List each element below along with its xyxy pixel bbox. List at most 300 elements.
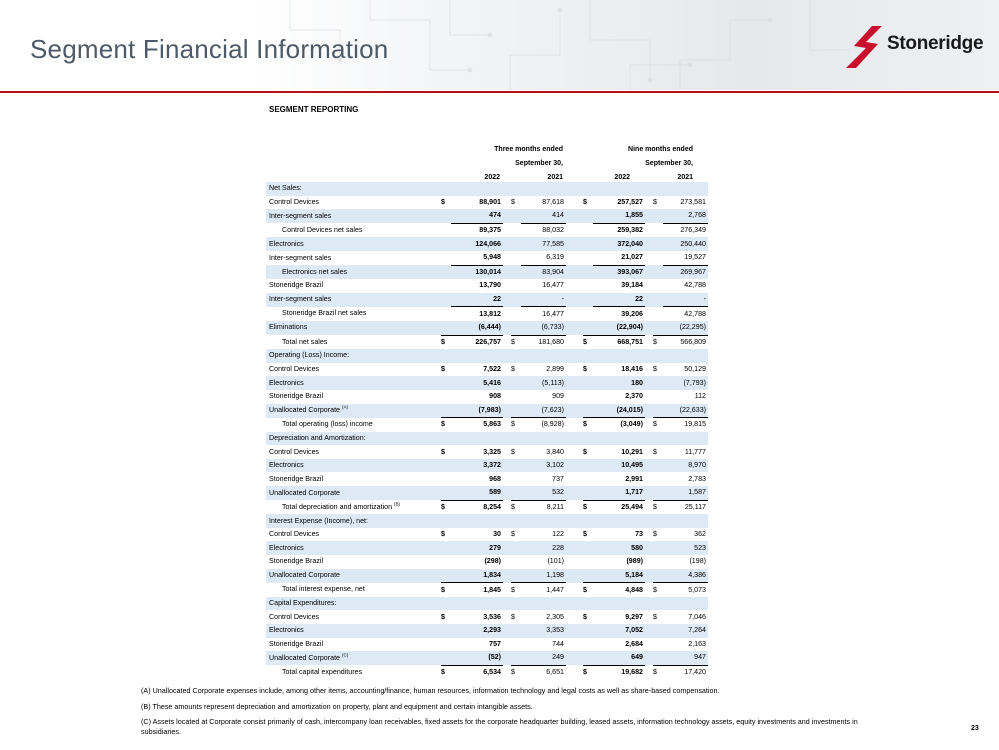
spacer-cell [645,293,653,307]
currency-cell: $ [653,418,663,432]
value-cell: 3,102 [521,459,566,473]
table-row [266,528,708,542]
table-row [266,472,708,486]
currency-cell [511,223,521,237]
spacer-cell [503,196,511,210]
currency-cell [653,293,663,307]
value-cell: 83,904 [521,265,566,279]
currency-cell [653,638,663,652]
spacer-cell [503,432,511,446]
row-label: Control Devices [269,365,320,374]
value-cell: 6,319 [546,253,564,262]
row-label: Electronics [266,459,441,473]
value-cell: 968 [489,474,501,483]
value-cell: 13,790 [479,281,501,290]
spacer-cell [503,279,511,293]
currency-cell: $ [441,583,451,597]
currency-cell [511,597,521,611]
currency-cell [583,293,593,307]
currency-cell [511,279,521,293]
value-cell: 228 [521,541,566,555]
currency-cell [441,597,451,611]
currency-cell [583,541,593,555]
currency-cell: $ [653,197,657,206]
currency-cell: $ [653,583,663,597]
currency-cell [511,390,521,404]
value-cell: 122 [552,530,564,539]
spacer-cell [566,514,583,528]
value-cell: (6,444) [451,321,503,335]
currency-cell: $ [653,365,657,374]
page-number: 23 [971,725,979,732]
table-row [266,237,708,251]
currency-cell [653,376,663,390]
currency-cell [441,349,451,363]
currency-cell [441,651,451,665]
value-cell: 16,477 [542,281,564,290]
currency-cell [653,486,663,500]
currency-cell [441,390,451,404]
spacer-cell [503,638,511,652]
value-cell: 393,067 [593,265,645,279]
value-cell: 50,129 [684,365,706,374]
currency-cell [441,404,451,418]
spacer-cell [566,335,583,349]
value-cell: 7,046 [688,612,706,621]
spacer-cell [503,237,511,251]
currency-cell [583,555,593,569]
spacer-cell [645,307,653,321]
row-label: Net Sales: [266,182,441,196]
spacer-cell [566,472,583,486]
spacer-cell [645,182,653,196]
spacer-cell [566,349,583,363]
value-cell: 2,684 [625,639,643,648]
currency-cell [583,209,593,223]
table-row [266,390,708,404]
currency-cell: $ [583,665,593,679]
header-rule [0,91,999,93]
spacer-cell [566,376,583,390]
table-row [266,486,708,500]
value-cell [451,432,503,446]
value-cell: 474 [451,209,503,223]
spacer-cell [503,307,511,321]
value-cell: 5,073 [663,583,708,597]
currency-cell [511,265,521,279]
spacer-cell [645,610,653,624]
row-label: Control Devices [269,530,320,539]
currency-cell: $ [583,612,587,621]
currency-cell [441,237,451,251]
spacer-cell [503,610,511,624]
currency-cell [441,432,451,446]
row-label: Stoneridge Brazil [269,557,324,566]
currency-cell [653,472,663,486]
currency-cell [511,651,521,665]
row-label: Total capital expenditures [282,667,363,676]
currency-cell [511,349,521,363]
currency-cell [583,432,593,446]
value-cell: 9,297 [625,612,643,621]
spacer-cell [503,445,511,459]
currency-cell [511,182,521,196]
table-row [266,583,708,597]
currency-cell [583,321,593,335]
col-group2-line1: Nine months ended [628,146,693,153]
spacer-cell [645,500,653,514]
col-group2-line2: September 30, [645,160,693,167]
currency-cell [441,541,451,555]
spacer-cell [645,349,653,363]
currency-cell [441,251,451,265]
value-cell: 744 [552,639,564,648]
value-cell: 88,901 [479,197,501,206]
value-cell: - [521,293,566,307]
segment-table [266,182,708,679]
currency-cell [653,265,663,279]
value-cell: 10,495 [593,459,645,473]
spacer-cell [566,321,583,335]
currency-cell [653,349,663,363]
spacer-cell [503,390,511,404]
table-row [266,293,708,307]
currency-cell [511,376,521,390]
value-cell: 5,863 [451,418,503,432]
currency-cell [653,555,663,569]
value-cell: 181,680 [521,335,566,349]
table-row [266,555,708,569]
table-section-header [266,182,708,196]
currency-cell [583,223,593,237]
table-row [266,500,708,514]
spacer-cell [645,638,653,652]
spacer-cell [503,665,511,679]
currency-cell [511,555,521,569]
currency-cell [441,569,451,583]
currency-cell [583,390,593,404]
value-cell: 22 [593,293,645,307]
row-label: Electronics [266,624,441,638]
currency-cell [511,251,521,265]
value-cell: 947 [663,651,708,665]
value-cell: 3,325 [483,447,501,456]
spacer-cell [503,321,511,335]
spacer-cell [566,307,583,321]
spacer-cell [645,651,653,665]
value-cell: (3,049) [593,418,645,432]
value-cell [663,182,708,196]
value-cell: (6,733) [521,321,566,335]
spacer-cell [503,223,511,237]
spacer-cell [503,555,511,569]
row-label: Stoneridge Brazil net sales [282,309,367,318]
value-cell: 259,382 [593,223,645,237]
row-label: Depreciation and Amortization: [266,432,441,446]
value-cell: (22,904) [593,321,645,335]
value-cell: (198) [689,557,706,566]
spacer-cell [645,486,653,500]
currency-cell [653,569,663,583]
value-cell: 372,040 [593,237,645,251]
currency-cell [441,486,451,500]
spacer-cell [645,624,653,638]
row-label: Stoneridge Brazil [269,639,324,648]
spacer-cell [645,196,653,210]
row-label: Electronics [266,237,441,251]
currency-cell [583,279,593,293]
table-row [266,307,708,321]
currency-cell [583,265,593,279]
value-cell: (22,633) [663,404,708,418]
currency-cell [511,541,521,555]
value-cell: (22,295) [663,321,708,335]
row-label: Control Devices [269,612,320,621]
currency-cell: $ [441,335,451,349]
currency-cell: $ [583,335,593,349]
value-cell: 30 [493,530,501,539]
spacer-cell [566,500,583,514]
table-row [266,265,708,279]
value-cell: 5,416 [451,376,503,390]
spacer-cell [645,541,653,555]
spacer-cell [645,265,653,279]
row-label: Total interest expense, net [282,585,365,594]
currency-cell: $ [653,612,657,621]
row-label: Inter-segment sales [269,253,332,262]
spacer-cell [503,182,511,196]
value-cell: 2,768 [663,209,708,223]
value-cell: 1,447 [521,583,566,597]
currency-cell: $ [583,530,587,539]
currency-cell: $ [653,335,663,349]
spacer-cell [645,459,653,473]
currency-cell: $ [511,418,521,432]
currency-cell [441,279,451,293]
spacer-cell [503,404,511,418]
currency-cell: $ [653,447,657,456]
spacer-cell [645,583,653,597]
value-cell: (24,015) [593,404,645,418]
table-row [266,610,708,624]
row-label: Unallocated Corporate $^{(C)}$ [266,651,441,665]
value-cell [593,182,645,196]
row-label: Operating (Loss) Income: [266,349,441,363]
value-cell: 273,581 [680,197,706,206]
currency-cell [583,569,593,583]
row-label: Electronics net sales [266,265,441,279]
spacer-cell [645,363,653,377]
currency-cell: $ [441,665,451,679]
value-cell: 88,032 [521,223,566,237]
spacer-cell [645,555,653,569]
value-cell: 3,353 [521,624,566,638]
currency-cell: $ [441,530,445,539]
value-cell: 42,788 [663,307,708,321]
col-year-1: 2022 [484,174,500,181]
value-cell: 3,840 [546,447,564,456]
value-cell: 5,948 [483,253,501,262]
currency-cell [441,293,451,307]
value-cell: 532 [521,486,566,500]
currency-cell [441,223,451,237]
spacer-cell [503,418,511,432]
spacer-cell [566,583,583,597]
currency-cell [441,265,451,279]
currency-cell [441,555,451,569]
currency-cell [583,307,593,321]
currency-cell: $ [441,612,445,621]
spacer-cell [566,418,583,432]
section-heading: SEGMENT REPORTING [269,105,359,114]
value-cell: 4,386 [663,569,708,583]
currency-cell: $ [583,365,587,374]
currency-cell: $ [583,447,587,456]
table-row [266,459,708,473]
footnote-ref: (A) [341,404,348,410]
currency-cell [653,390,663,404]
currency-cell [653,251,663,265]
currency-cell [511,624,521,638]
value-cell: - [663,293,708,307]
currency-cell: $ [583,197,587,206]
spacer-cell [566,459,583,473]
spacer-cell [566,445,583,459]
spacer-cell [645,528,653,542]
spacer-cell [566,293,583,307]
value-cell: 1,834 [451,569,503,583]
spacer-cell [503,514,511,528]
table-section-header [266,597,708,611]
spacer-cell [566,363,583,377]
col-year-4: 2021 [677,174,693,181]
row-label: Control Devices [269,197,320,206]
spacer-cell [566,432,583,446]
value-cell: 42,788 [684,281,706,290]
value-cell: 1,198 [521,569,566,583]
currency-cell: $ [511,335,521,349]
value-cell: 523 [663,541,708,555]
row-label: Eliminations [266,321,441,335]
table-row [266,335,708,349]
currency-cell [511,404,521,418]
row-label: Interest Expense (Income), net: [266,514,441,528]
currency-cell: $ [511,665,521,679]
currency-cell: $ [511,447,515,456]
value-cell: 2,305 [546,612,564,621]
spacer-cell [645,223,653,237]
row-label: Stoneridge Brazil [269,392,324,401]
spacer-cell [503,251,511,265]
row-label: Stoneridge Brazil [269,474,324,483]
table-row [266,376,708,390]
value-cell: (298) [484,557,501,566]
currency-cell [583,459,593,473]
value-cell: 249 [521,651,566,665]
table-row [266,363,708,377]
spacer-cell [645,209,653,223]
currency-cell [583,349,593,363]
spacer-cell [566,638,583,652]
currency-cell [441,321,451,335]
currency-cell [441,459,451,473]
table-row [266,638,708,652]
footnote-a: (A) Unallocated Corporate expenses include, among other items, accounting/finance, human resources, information technology and legal costs as well as share-based compensation. [141,686,720,695]
col-year-3: 2022 [614,174,630,181]
currency-cell [511,459,521,473]
currency-cell [653,514,663,528]
currency-cell: $ [583,583,593,597]
currency-cell [653,432,663,446]
currency-cell [653,597,663,611]
value-cell: (7,793) [663,376,708,390]
value-cell: 21,027 [621,253,643,262]
value-cell: 124,066 [451,237,503,251]
logo-text: Stoneridge [887,33,984,54]
currency-cell: $ [441,447,445,456]
currency-cell [653,459,663,473]
spacer-cell [566,665,583,679]
currency-cell [441,209,451,223]
currency-cell [441,624,451,638]
spacer-cell [503,363,511,377]
row-label: Unallocated Corporate [266,486,441,500]
spacer-cell [645,445,653,459]
value-cell [521,182,566,196]
currency-cell [511,638,521,652]
currency-cell: $ [511,583,521,597]
spacer-cell [503,486,511,500]
value-cell: 757 [489,639,501,648]
currency-cell [583,486,593,500]
row-label: Unallocated Corporate $^{(A)}$ [266,404,441,418]
value-cell: 3,536 [483,612,501,621]
spacer-cell [645,597,653,611]
currency-cell [511,486,521,500]
value-cell: 1,855 [593,209,645,223]
currency-cell: $ [653,500,663,514]
spacer-cell [503,376,511,390]
value-cell: (989) [626,557,643,566]
currency-cell [653,404,663,418]
footnote-c: (C) Assets located at Corporate consist primarily of cash, intercompany loan receivables, fixed assets for the corporate headquarter building, leased assets, information technology assets, equity investments and investments in subsidiaries. [141,717,858,736]
value-cell: 8,970 [663,459,708,473]
currency-cell [511,209,521,223]
value-cell: 566,809 [663,335,708,349]
value-cell: 4,848 [593,583,645,597]
row-label: Total operating (loss) income [282,420,373,429]
spacer-cell [503,265,511,279]
spacer-cell [645,237,653,251]
currency-cell: $ [441,500,451,514]
value-cell [521,597,566,611]
row-label: Inter-segment sales [266,293,441,307]
spacer-cell [503,349,511,363]
spacer-cell [645,514,653,528]
currency-cell [653,182,663,196]
currency-cell [583,182,593,196]
value-cell: 226,757 [451,335,503,349]
value-cell: 362 [694,530,706,539]
value-cell: 414 [521,209,566,223]
spacer-cell [645,251,653,265]
row-label: Total net sales [282,337,328,346]
value-cell: 668,751 [593,335,645,349]
currency-cell: $ [441,418,451,432]
currency-cell: $ [511,365,515,374]
value-cell: (101) [547,557,564,566]
spacer-cell [503,651,511,665]
